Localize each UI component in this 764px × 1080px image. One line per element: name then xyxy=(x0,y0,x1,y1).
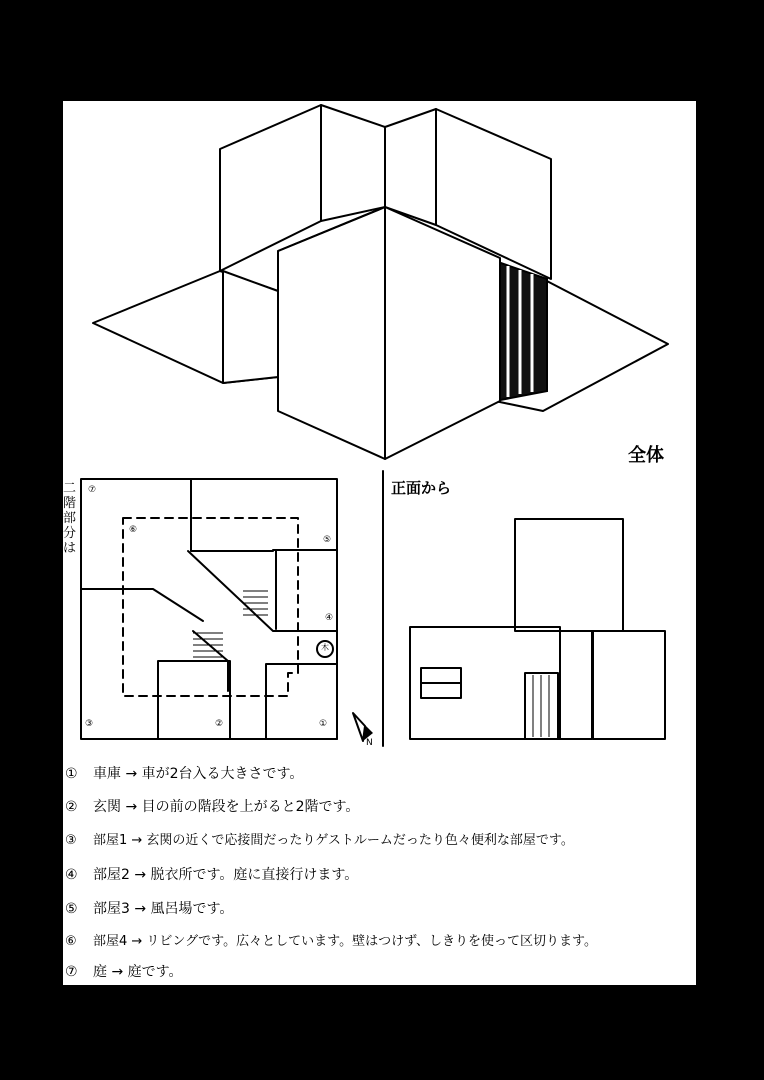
room-marker-2: ② xyxy=(215,719,224,729)
room-marker-4: ④ xyxy=(325,613,334,623)
compass-label: N xyxy=(366,738,373,748)
second-floor-note: 二階部分は xyxy=(63,481,77,556)
legend-item: ③ 部屋1 → 玄関の近くで応接間だったりゲストルームだったり色々便利な部屋です。 xyxy=(65,833,574,848)
house-sketch xyxy=(63,101,696,985)
overall-label: 全体 xyxy=(628,445,664,466)
legend-item: ④ 部屋2 → 脱衣所です。庭に直接行けます。 xyxy=(65,867,359,883)
legend-item: ① 車庫 → 車が2台入る大きさです。 xyxy=(65,766,304,782)
perspective-overall xyxy=(93,105,668,459)
floor-plan xyxy=(81,479,373,741)
room-marker-7: ⑦ xyxy=(88,485,97,495)
legend-item: ⑦ 庭 → 庭です。 xyxy=(65,964,183,980)
legend-item: ② 玄関 → 目の前の階段を上がると2階です。 xyxy=(65,799,360,815)
room-marker-6: ⑥ xyxy=(129,525,138,535)
front-view-label: 正面から xyxy=(391,479,452,497)
tree-marker: 木 xyxy=(321,643,329,652)
drawing-sheet xyxy=(63,101,696,985)
room-marker-1: ① xyxy=(319,719,328,729)
room-marker-5: ⑤ xyxy=(323,535,332,545)
room-marker-3: ③ xyxy=(85,719,94,729)
front-elevation xyxy=(410,519,665,739)
legend-item: ⑤ 部屋3 → 風呂場です。 xyxy=(65,901,234,917)
legend-item: ⑥ 部屋4 → リビングです。広々としています。壁はつけず、しきりを使って区切ります。 xyxy=(65,934,598,949)
